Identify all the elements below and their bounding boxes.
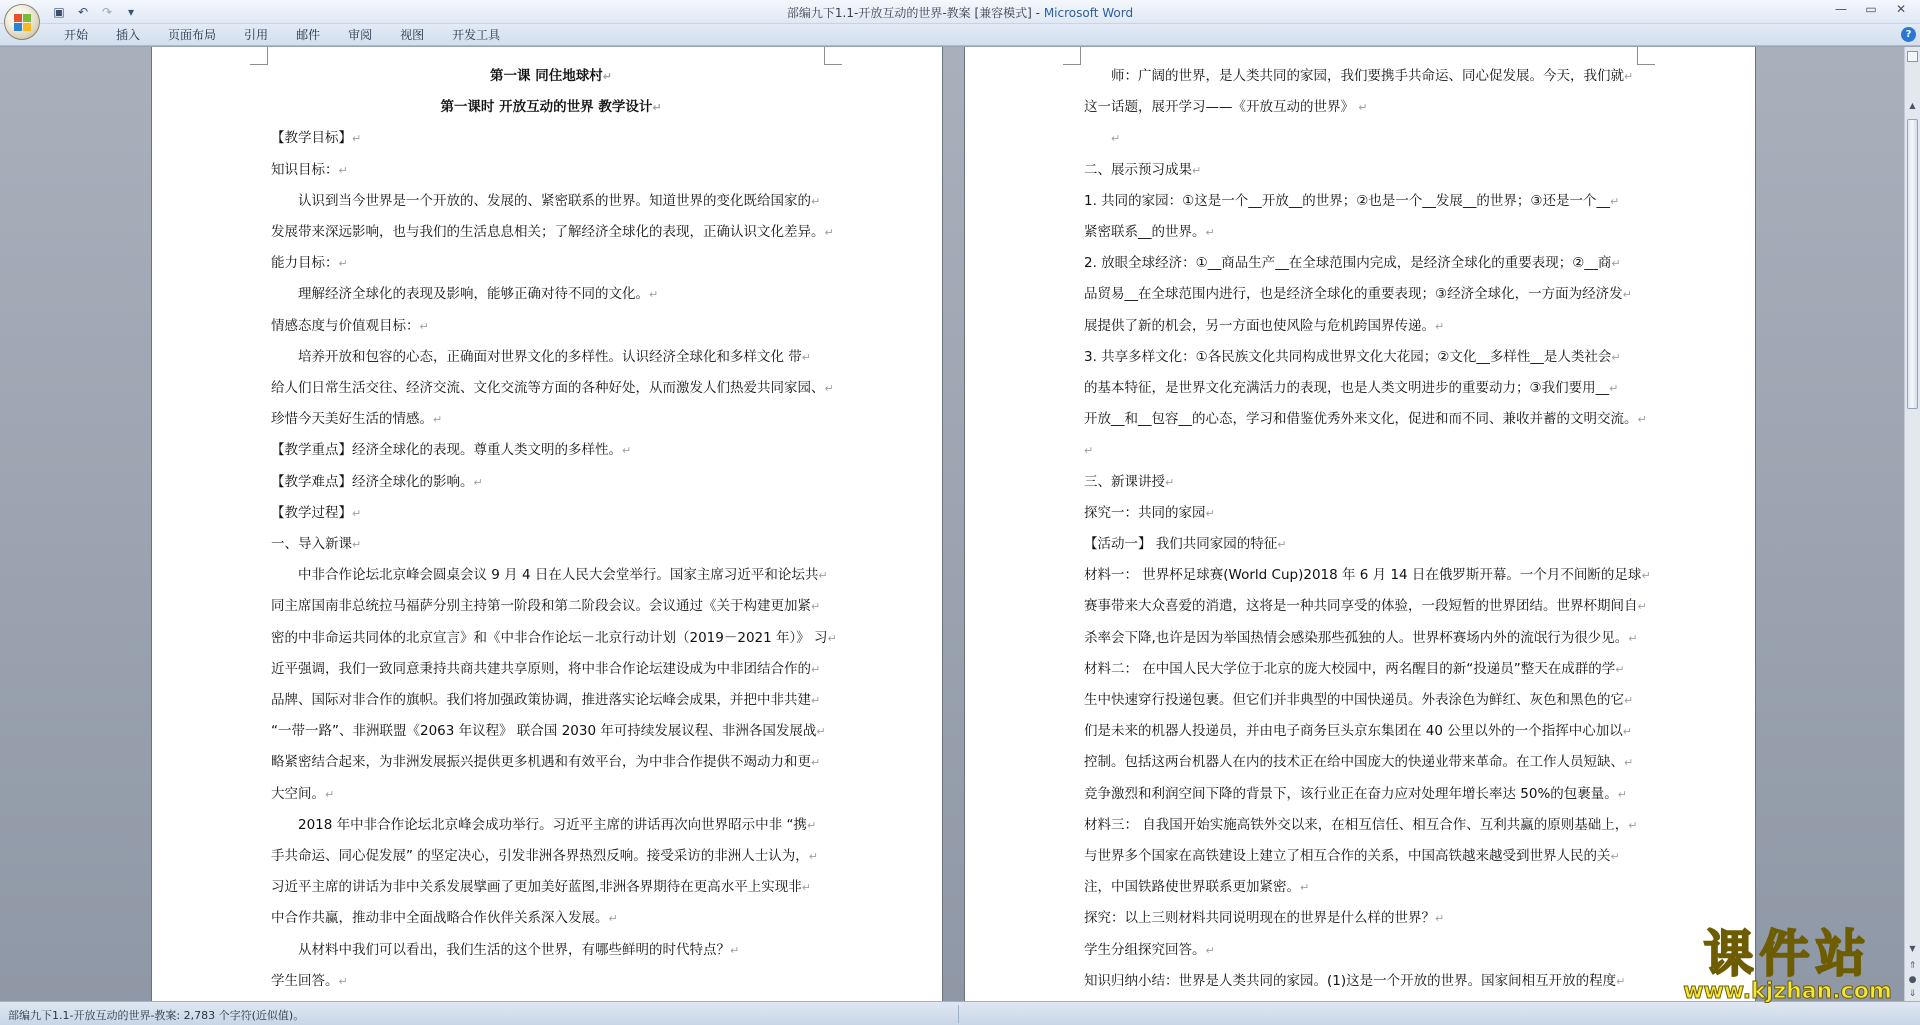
paragraph-line[interactable] (271, 903, 831, 934)
paragraph-mark-icon: ↵ (473, 475, 483, 489)
paragraph-line[interactable] (271, 779, 831, 810)
paragraph-text: 【教学目标】 (271, 130, 352, 147)
paragraph-line[interactable] (1084, 92, 1644, 123)
paragraph-mark-icon: ↵ (1165, 475, 1175, 489)
paragraph-line[interactable] (1084, 529, 1644, 560)
paragraph-line[interactable] (1084, 841, 1644, 872)
paragraph-text: 情感态度与价值观目标： (271, 317, 420, 334)
paragraph-text: 同主席国南非总统拉马福萨分别主持第一阶段和第二阶段会议。会议通过《关于构建更加紧 (271, 598, 811, 615)
paragraph-mark-icon: ↵ (1609, 382, 1619, 396)
paragraph-mark-icon: ↵ (1205, 943, 1215, 957)
save-icon[interactable]: ▣ (53, 5, 65, 19)
paragraph-mark-icon: ↵ (1624, 70, 1634, 83)
paragraph-line[interactable] (1084, 591, 1647, 622)
paragraph-mark-icon: ↵ (338, 257, 348, 271)
paragraph-text: “一带一路”、非洲联盟《2063 年议程》 联合国 2030 年可持续发展议程、非洲各国发展战 (271, 723, 817, 740)
paragraph-line[interactable] (1084, 342, 1644, 373)
paragraph-line[interactable] (271, 467, 831, 498)
paragraph-text: 注，中国铁路使世界联系更加紧密。 (1084, 879, 1300, 896)
paragraph-text: 紧密联系__的世界。 (1084, 224, 1206, 241)
paragraph-line[interactable] (1084, 623, 1644, 654)
paragraph-text: 控制。包括这两台机器人在内的技术正在给中国庞大的快递业带来革命。在工作人员短缺、 (1084, 754, 1624, 771)
paragraph-line[interactable] (271, 529, 831, 560)
paragraph-mark-icon: ↵ (1358, 101, 1368, 115)
paragraph-text: 1. 共同的家园：①这是一个__开放__的世界；②也是一个__发展__的世界；③还是一个__ (1084, 192, 1610, 209)
paragraph-line[interactable] (1084, 404, 1647, 435)
paragraph-mark-icon: ↵ (652, 101, 662, 115)
paragraph-line[interactable] (271, 217, 834, 248)
paragraph-mark-icon: ↵ (1637, 600, 1647, 614)
paragraph-mark-icon: ↵ (622, 444, 632, 458)
paragraph-text: 能力目标： (271, 255, 339, 272)
page-right-text[interactable] (1084, 61, 1651, 997)
window-title (0, 4, 1920, 21)
paragraph-line[interactable] (1084, 560, 1651, 591)
vertical-scrollbar[interactable] (1904, 47, 1920, 1001)
paragraph-text: 学生分组探究回答。 (1084, 941, 1206, 958)
paragraph-mark-icon: ↵ (1205, 506, 1215, 520)
paragraph-text: 知识目标： (271, 161, 339, 178)
tab-0[interactable]: 开始 (64, 28, 89, 42)
paragraph-mark-icon: ↵ (1084, 444, 1094, 458)
paragraph-text: 3. 共享多样文化：①各民族文化共同构成世界文化大花园；②文化__多样性__是人类社会 (1084, 348, 1612, 365)
page-left-text[interactable] (271, 61, 837, 997)
paragraph-line[interactable] (271, 872, 831, 903)
paragraph-line[interactable] (1084, 186, 1644, 217)
watermark-title: 课件站 (1703, 925, 1872, 983)
paragraph-text: 材料一： 世界杯足球赛(World Cup)2018 年 6 月 14 日在俄罗斯开幕。一个月不间断的足球 (1084, 567, 1642, 584)
watermark-url: www.kjzhan.com (1683, 979, 1892, 1004)
paragraph-text: 中合作共赢，推动非中全面战略合作伙伴关系深入发展。 (271, 910, 609, 927)
paragraph-mark-icon: ↵ (811, 600, 821, 614)
view-ruler-button[interactable] (1907, 51, 1918, 62)
paragraph-line[interactable] (1084, 61, 1644, 92)
paragraph-mark-icon: ↵ (811, 662, 821, 676)
previous-page-icon[interactable]: ⇑ (1908, 961, 1917, 971)
paragraph-text: 材料二： 在中国人民大学位于北京的庞大校园中，两名醒目的新“投递员”整天在成群的学 (1084, 660, 1616, 677)
ribbon-tabs (50, 27, 514, 44)
paragraph-mark-icon: ↵ (801, 350, 812, 364)
document-area[interactable] (0, 47, 1904, 1001)
paragraph-text: 发展带来深远影响，也与我们的生活息息相关；了解经济全球化的表现，正确认识文化差异。 (271, 224, 825, 241)
paragraph-text: 大空间。 (271, 785, 325, 802)
paragraph-line[interactable] (271, 92, 831, 123)
paragraph-mark-icon: ↵ (1617, 787, 1628, 801)
paragraph-line[interactable] (271, 966, 831, 997)
paragraph-line[interactable] (271, 654, 831, 685)
paragraph-mark-icon: ↵ (1277, 538, 1287, 552)
paragraph-line[interactable] (1084, 935, 1644, 966)
title-separator: - (1031, 6, 1044, 20)
paragraph-text: 习近平主席的讲话为非中关系发展擘画了更加美好蓝图,非洲各界期待在更高水平上实现非 (271, 879, 802, 896)
paragraph-line[interactable] (1084, 373, 1644, 404)
paragraph-line[interactable] (271, 435, 831, 466)
crop-mark (250, 47, 268, 65)
paragraph-text: 师：广阔的世界，是人类共同的家园，我们要携手共命运、同心促发展。今天，我们就 (1111, 68, 1624, 84)
site-watermark (1675, 925, 1900, 1003)
paragraph-text: 珍惜今天美好生活的情感。 (271, 411, 433, 428)
paragraph-mark-icon: ↵ (801, 881, 812, 895)
paragraph-text: 材料三： 自我国开始实施高铁外交以来，在相互信任、相互合作、互利共赢的原则基础上， (1084, 816, 1629, 833)
paragraph-mark-icon: ↵ (1615, 662, 1625, 676)
paragraph-line[interactable] (271, 342, 831, 373)
paragraph-mark-icon: ↵ (1622, 725, 1632, 739)
paragraph-line[interactable] (271, 498, 831, 529)
paragraph-text: 竞争激烈和利润空间下降的背景下，该行业正在奋力应对处理年增长率达 50%的包裹量。 (1084, 785, 1618, 802)
page-left[interactable] (152, 47, 942, 1017)
paragraph-text: 这一话题，展开学习——《开放互动的世界》 (1084, 99, 1359, 116)
tab-3[interactable]: 引用 (244, 28, 269, 42)
paragraph-mark-icon: ↵ (338, 974, 348, 988)
paragraph-line[interactable] (271, 810, 831, 841)
paragraph-line[interactable] (1084, 155, 1644, 186)
paragraph-line[interactable] (1084, 966, 1644, 997)
paragraph-line[interactable] (1084, 467, 1644, 498)
paragraph-mark-icon: ↵ (352, 506, 362, 520)
paragraph-mark-icon: ↵ (338, 163, 348, 177)
paragraph-mark-icon: ↵ (602, 70, 612, 83)
paragraph-text: 2018 年中非合作论坛北京峰会成功举行。习近平主席的讲话再次向世界昭示中非 “携 (298, 816, 807, 833)
paragraph-mark-icon: ↵ (325, 787, 335, 801)
paragraph-text: 【活动一】 我们共同家园的特征 (1084, 536, 1278, 553)
paragraph-line[interactable] (271, 716, 831, 747)
maximize-icon[interactable]: ▭ (1865, 2, 1877, 16)
paragraph-text: 探究：以上三则材料共同说明现在的世界是什么样的世界？ (1084, 910, 1435, 927)
paragraph-line[interactable] (271, 248, 831, 279)
paragraph-mark-icon: ↵ (806, 818, 817, 832)
paragraph-text: 【教学重点】经济全球化的表现。尊重人类文明的多样性。 (271, 442, 622, 459)
status-divider (958, 1005, 959, 1023)
select-browse-object-icon[interactable]: ● (1908, 975, 1917, 985)
paragraph-line[interactable] (271, 623, 837, 654)
paragraph-mark-icon: ↵ (433, 413, 443, 427)
paragraph-text: 略紧密结合起来，为非洲发展振兴提供更多机遇和有效平台，为中非合作提供不竭动力和更 (271, 754, 811, 771)
paragraph-line[interactable] (1084, 716, 1644, 747)
paragraph-line[interactable] (271, 747, 831, 778)
minimize-icon[interactable]: — (1835, 2, 1847, 16)
paragraph-line[interactable] (1084, 311, 1644, 342)
paragraph-text: 三、新课讲授 (1084, 473, 1165, 490)
status-word-count[interactable]: 部编九下1.1-开放互动的世界-教案: 2,783 个字符(近似值)。 (8, 1009, 305, 1022)
paragraph-mark-icon: ↵ (1637, 413, 1647, 427)
paragraph-text: 第一课时 开放互动的世界 教学设计 (440, 99, 653, 116)
window-controls (1826, 0, 1916, 18)
paragraph-text: 探究一：共同的家园 (1084, 504, 1206, 521)
redo-icon[interactable]: ↷ (101, 5, 113, 19)
next-page-icon[interactable]: ⇓ (1908, 989, 1917, 999)
paragraph-mark-icon: ↵ (1628, 631, 1638, 645)
paragraph-line[interactable] (271, 311, 831, 342)
paragraph-text: 展提供了新的机会，另一方面也使风险与危机跨国界传递。 (1084, 317, 1435, 334)
paragraph-text: 知识归纳小结：世界是人类共同的家园。(1)这是一个开放的世界。国家间相互开放的程度 (1084, 972, 1617, 989)
paragraph-line[interactable] (1084, 248, 1644, 279)
scroll-thumb[interactable] (1907, 119, 1918, 409)
paragraph-line[interactable] (271, 279, 831, 310)
paragraph-mark-icon: ↵ (1611, 257, 1621, 271)
paragraph-line[interactable] (1084, 903, 1644, 934)
paragraph-line[interactable] (271, 61, 831, 92)
paragraph-text: 的基本特征，是世界文化充满活力的表现，也是人类文明进步的重要动力；③我们要用__ (1084, 380, 1610, 397)
paragraph-line[interactable] (1084, 685, 1644, 716)
paragraph-line[interactable] (271, 155, 831, 186)
paragraph-text: 从材料中我们可以看出，我们生活的这个世界，有哪些鲜明的时代特点？ (298, 941, 730, 958)
paragraph-text: 品贸易__在全球范围内进行，也是经济全球化的重要表现；③经济全球化，一方面为经济发 (1084, 286, 1623, 303)
tab-2[interactable]: 页面布局 (168, 28, 217, 42)
office-button[interactable] (4, 4, 40, 40)
paragraph-line[interactable] (1084, 498, 1644, 529)
paragraph-line[interactable] (1084, 654, 1644, 685)
paragraph-text: 近平强调，我们一致同意秉持共商共建共享原则，将中非合作论坛建设成为中非团结合作的 (271, 660, 811, 677)
paragraph-line[interactable] (271, 935, 831, 966)
paragraph-mark-icon: ↵ (1622, 288, 1632, 302)
paragraph-mark-icon: ↵ (816, 725, 826, 739)
paragraph-mark-icon: ↵ (1435, 319, 1445, 333)
paragraph-mark-icon: ↵ (608, 912, 618, 926)
paragraph-line[interactable] (271, 186, 831, 217)
paragraph-line[interactable] (271, 560, 831, 591)
paragraph-mark-icon: ↵ (1611, 350, 1621, 364)
paragraph-mark-icon: ↵ (824, 382, 834, 396)
paragraph-text: 培养开放和包容的心态，正确面对世界文化的多样性。认识经济全球化和多样文化 带 (298, 348, 802, 365)
paragraph-mark-icon: ↵ (1610, 850, 1620, 864)
paragraph-line[interactable] (271, 841, 831, 872)
paragraph-text: 品牌、国际对非合作的旗帜。我们将加强政策协调，推进落实论坛峰会成果，并把中非共建 (271, 692, 811, 709)
paragraph-text: 第一课 同住地球村 (490, 68, 603, 84)
paragraph-mark-icon: ↵ (824, 226, 834, 240)
tab-4[interactable]: 邮件 (296, 28, 321, 42)
paragraph-mark-icon: ↵ (811, 756, 821, 770)
document-title: 部编九下1.1-开放互动的世界-教案 [兼容模式] (786, 6, 1032, 20)
help-icon[interactable]: ? (1901, 27, 1916, 42)
paragraph-text: 与世界多个国家在高铁建设上建立了相互合作的关系，中国高铁越来越受到世界人民的关 (1084, 848, 1611, 865)
paragraph-text: 中非合作论坛北京峰会圆桌会议 9 月 4 日在人民大会堂举行。国家主席习近平和论坛共 (298, 567, 819, 584)
paragraph-line[interactable] (1084, 123, 1644, 154)
paragraph-mark-icon: ↵ (811, 194, 821, 208)
app-name: Microsoft Word (1043, 6, 1134, 20)
paragraph-line[interactable] (1084, 435, 1644, 466)
paragraph-text: 【教学过程】 (271, 504, 352, 521)
paragraph-mark-icon: ↵ (808, 850, 819, 864)
crop-mark (1063, 47, 1081, 65)
paragraph-text: 认识到当今世界是一个开放的、发展的、紧密联系的世界。知道世界的变化既给国家的 (298, 192, 811, 209)
paragraph-mark-icon: ↵ (811, 694, 821, 708)
paragraph-line[interactable] (271, 404, 831, 435)
paragraph-text: 一、导入新课 (271, 536, 352, 553)
paragraph-text: 开放__和__包容__的心态，学习和借鉴优秀外来文化，促进和而不同、兼收并蓄的文明交流。 (1084, 411, 1638, 428)
paragraph-text: 理解经济全球化的表现及影响，能够正确对待不同的文化。 (298, 286, 649, 303)
tab-7[interactable]: 开发工具 (452, 28, 501, 42)
customize-icon[interactable]: ▾ (127, 5, 135, 19)
paragraph-mark-icon: ↵ (1616, 974, 1626, 988)
tab-5[interactable]: 审阅 (348, 28, 373, 42)
title-bar (0, 0, 1920, 24)
paragraph-text: 2. 放眼全球经济：①__商品生产__在全球范围内完成，是经济全球化的重要表现；②__商 (1084, 255, 1612, 272)
paragraph-mark-icon: ↵ (730, 943, 740, 957)
scroll-up-arrow-icon[interactable]: ▲ (1909, 101, 1916, 110)
paragraph-line[interactable] (271, 591, 831, 622)
paragraph-mark-icon: ↵ (352, 538, 362, 552)
paragraph-text: 给人们日常生活交往、经济交流、文化交流等方面的各种好处，从而激发人们热爱共同家园、 (271, 380, 825, 397)
paragraph-mark-icon: ↵ (352, 132, 362, 146)
paragraph-text: 生中快速穿行投递包裹。但它们并非典型的中国快递员。外表涂色为鲜红、灰色和黑色的它 (1084, 692, 1624, 709)
close-icon[interactable]: ✕ (1895, 2, 1907, 16)
scroll-down-arrow-icon[interactable]: ▼ (1909, 944, 1916, 953)
paragraph-mark-icon: ↵ (1624, 756, 1634, 770)
paragraph-text: 赛事带来大众喜爱的消遣，这将是一种共同享受的体验，一段短暂的世界团结。世界杯期间自 (1084, 598, 1638, 615)
paragraph-mark-icon: ↵ (1609, 194, 1620, 208)
paragraph-line[interactable] (1084, 779, 1644, 810)
undo-icon[interactable]: ↶ (77, 5, 89, 19)
paragraph-text: 学生回答。 (271, 972, 339, 989)
paragraph-text: 【教学难点】经济全球化的影响。 (271, 473, 474, 490)
paragraph-line[interactable] (1084, 217, 1644, 248)
tab-1[interactable]: 插入 (116, 28, 141, 42)
paragraph-line[interactable] (1084, 810, 1644, 841)
paragraph-mark-icon: ↵ (1641, 569, 1651, 583)
tab-6[interactable]: 视图 (400, 28, 425, 42)
paragraph-mark-icon: ↵ (827, 631, 837, 645)
paragraph-text: 二、展示预习成果 (1084, 161, 1192, 178)
paragraph-mark-icon: ↵ (1300, 881, 1310, 895)
paragraph-mark-icon: ↵ (818, 569, 828, 583)
paragraph-text: 密的中非命运共同体的北京宣言》和《中非合作论坛－北京行动计划（2019－2021 年）》 习 (271, 629, 828, 646)
paragraph-mark-icon: ↵ (1111, 132, 1121, 146)
paragraph-mark-icon: ↵ (419, 319, 429, 333)
status-bar (0, 1001, 1920, 1025)
paragraph-line[interactable] (271, 123, 831, 154)
page-right[interactable] (965, 47, 1755, 1017)
paragraph-line[interactable] (271, 685, 831, 716)
paragraph-line[interactable] (1084, 747, 1644, 778)
paragraph-line[interactable] (271, 373, 834, 404)
paragraph-line[interactable] (1084, 872, 1644, 903)
paragraph-mark-icon: ↵ (1624, 694, 1634, 708)
paragraph-mark-icon: ↵ (649, 288, 659, 302)
paragraph-mark-icon: ↵ (1205, 226, 1215, 240)
paragraph-mark-icon: ↵ (1628, 818, 1638, 832)
paragraph-text: 们是未来的机器人投递员，并由电子商务巨头京东集团在 40 公里以外的一个指挥中心加以 (1084, 723, 1623, 740)
paragraph-mark-icon: ↵ (1192, 163, 1202, 177)
paragraph-text: 杀率会下降,也许是因为举国热情会感染那些孤独的人。世界杯赛场内外的流氓行为很少见。 (1084, 629, 1629, 646)
paragraph-mark-icon: ↵ (1435, 912, 1445, 926)
ribbon-tab-bar (0, 24, 1920, 46)
office-logo-icon (14, 14, 32, 32)
paragraph-line[interactable] (1084, 279, 1644, 310)
paragraph-text: 手共命运、同心促发展” 的坚定决心，引发非洲各界热烈反响。接受采访的非洲人士认为， (271, 848, 809, 865)
